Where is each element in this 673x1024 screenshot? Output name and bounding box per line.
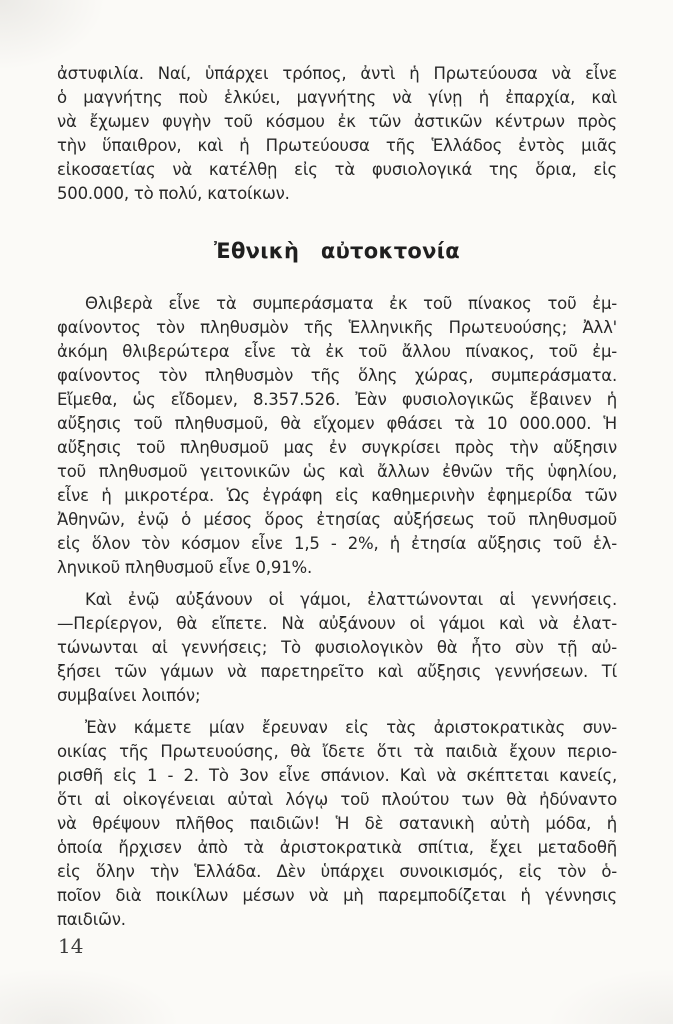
text-line: εἰκοσαετίας νὰ κατέλθῃ εἰς τὰ φυσιολογικά της ὅρια, εἰς <box>57 160 617 179</box>
paragraph-conclusions <box>57 292 617 580</box>
text-line: φαίνοντος τὸν πληθυσμὸν τῆς Ἑλληνικῆς Πρωτευούσης; Ἀλλ' <box>57 318 617 337</box>
text-line: αὔξησις τοῦ πληθυσμοῦ, θὰ εἴχομεν φθάσει τὰ 10 000.000. Ἡ <box>57 414 617 433</box>
text-line: ὅτι αἱ οἰκογένειαι αὐταὶ λόγῳ τοῦ πλούτου των θὰ ἠδύναντο <box>57 790 617 809</box>
text-line: Θλιβερὰ εἶνε τὰ συμπεράσματα ἐκ τοῦ πίνακος τοῦ ἐμ- <box>85 294 617 313</box>
text-line: τώνωνται αἱ γεννήσεις; Τὸ φυσιολογικὸν θὰ ἦτο σὺν τῇ αὐ- <box>57 638 617 657</box>
page-number: 14 <box>58 934 84 958</box>
text-line: 500.000, τὸ πολύ, κατοίκων. <box>57 184 290 203</box>
text-line: ἀκόμη θλιβερώτερα εἶνε τὰ ἐκ τοῦ ἄλλου πίνακος, τοῦ ἐμ- <box>57 342 617 361</box>
text-line: τοῦ πληθυσμοῦ γειτονικῶν ὡς καὶ ἄλλων ἐθνῶν τῆς ὑφηλίου, <box>57 462 617 481</box>
text-line: ὁ μαγνήτης ποὺ ἑλκύει, μαγνήτης νὰ γίνῃ ἡ ἐπαρχία, καὶ <box>57 88 617 107</box>
text-line: οικίας τῆς Πρωτευούσης, θὰ ἴδετε ὅτι τὰ παιδιὰ ἔχουν περιο- <box>57 742 617 761</box>
text-line: εἰς ὅλον τὸν κόσμον εἶνε 1,5 - 2%, ἡ ἐτησία αὔξησις τοῦ ἑλ- <box>57 534 617 553</box>
text-line: φαίνοντος τὸν πληθυσμὸν τῆς ὅλης χώρας, συμπεράσματα. <box>57 366 617 385</box>
text-line: —Περίεργον, θὰ εἴπετε. Νὰ αὐξάνουν οἱ γάμοι καὶ νὰ ἐλατ- <box>57 614 617 633</box>
text-line: Καὶ ἐνῷ αὐξάνουν οἱ γάμοι, ἐλαττώνονται αἱ γεννήσεις. <box>85 590 617 609</box>
text-line: ὁποία ἤρχισεν ἀπὸ τὰ ἀριστοκρατικὰ σπίτια, ἔχει μεταδοθῆ <box>57 838 617 857</box>
text-line: ρισθῆ εἰς 1 - 2. Τὸ 3ον εἶνε σπάνιον. Καὶ νὰ σκέπτεται κανείς, <box>57 766 617 785</box>
text-line: παιδιῶν. <box>57 910 126 929</box>
text-line: τὴν ὕπαιθρον, καὶ ἡ Πρωτεύουσα τῆς Ἑλλάδος ἐντὸς μιᾶς <box>57 136 617 155</box>
text-line: συμβαίνει λοιπόν; <box>57 686 201 705</box>
text-column <box>57 62 617 932</box>
section-heading: Ἐθνικὴ αὐτοκτονία <box>214 239 460 263</box>
paragraph-aristocracy <box>57 716 617 932</box>
text-line: Ἀθηνῶν, ἐνῷ ὁ μέσος ὅρος ἐτησίας αὐξήσεως τοῦ πληθυσμοῦ <box>57 510 617 529</box>
text-line: Εἴμεθα, ὡς εἴδομεν, 8.357.526. Ἐὰν φυσιολογικῶς ἔβαινεν ἡ <box>57 390 617 409</box>
text-line: νὰ ἔχωμεν φυγὴν τοῦ κόσμου ἐκ τῶν ἀστικῶν κέντρων πρὸς <box>57 112 617 131</box>
text-line: ποῖον διὰ ποικίλων μέσων νὰ μὴ παρεμποδίζεται ἡ γέννησις <box>57 886 617 905</box>
text-line: αὔξησις τοῦ πληθυσμοῦ μας ἐν συγκρίσει πρὸς τὴν αὔξησιν <box>57 438 617 457</box>
text-line: εἰς ὅλην τὴν Ἑλλάδα. Δὲν ὑπάρχει συνοικισμός, εἰς τὸν ὁ- <box>57 862 617 881</box>
text-line: Ἐὰν κάμετε μίαν ἔρευναν εἰς τὰς ἀριστοκρατικὰς συν- <box>85 718 617 737</box>
text-line: νὰ θρέψουν πλῆθος παιδιῶν! Ἡ δὲ σατανικὴ αὐτὴ μόδα, ἡ <box>57 814 617 833</box>
text-line: ληνικοῦ πληθυσμοῦ εἶνε 0,91%. <box>57 558 313 577</box>
paragraph-marriages <box>57 588 617 708</box>
text-line: ξήσει τῶν γάμων νὰ παρετηρεῖτο καὶ αὔξησις γεννήσεων. Τί <box>57 662 617 681</box>
text-line: εἶνε ἡ μικροτέρα. Ὡς ἐγράφη εἰς καθημερινὴν ἐφημερίδα τῶν <box>57 486 617 505</box>
text-line: ἀστυφιλία. Ναί, ὑπάρχει τρόπος, ἀντὶ ἡ Πρωτεύουσα νὰ εἶνε <box>57 64 617 83</box>
paragraph-intro <box>57 62 617 206</box>
